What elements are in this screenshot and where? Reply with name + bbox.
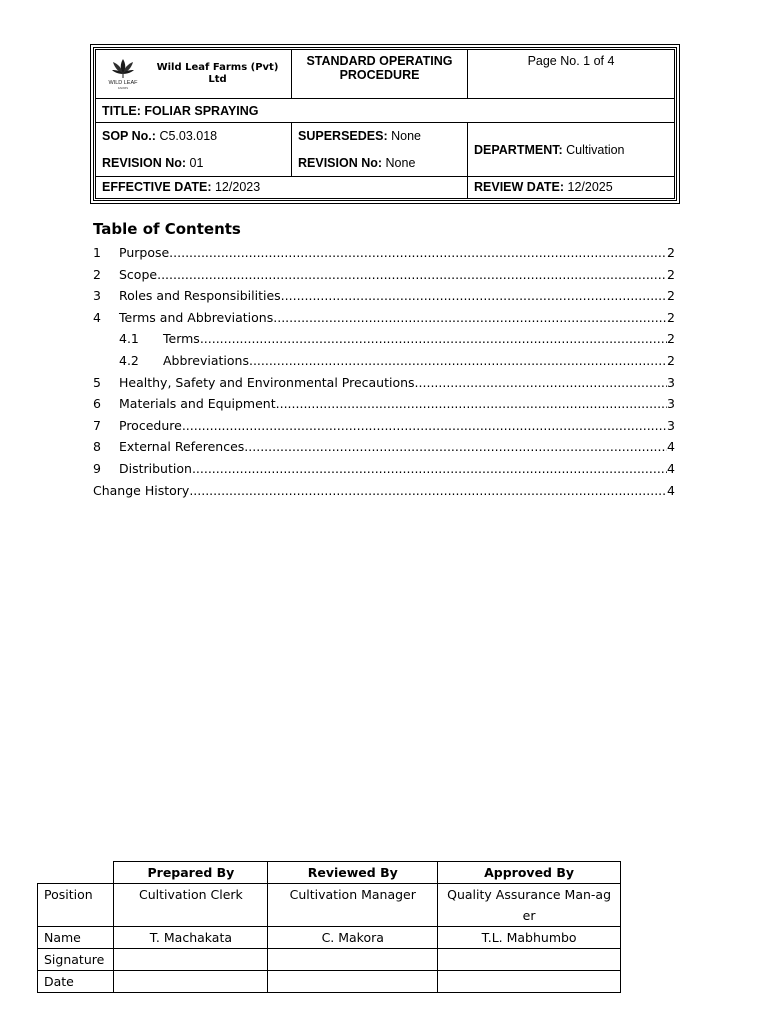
row-label: Name xyxy=(38,927,114,949)
doc-title: TITLE: FOLIAR SPRAYING xyxy=(96,98,675,122)
table-cell: T.L. Mabhumbo xyxy=(438,927,621,949)
table-cell: Cultivation Clerk xyxy=(114,884,268,927)
toc-entry[interactable]: 3 Roles and Responsibilities ..... 2 xyxy=(93,285,675,307)
svg-text:FARMS: FARMS xyxy=(117,85,129,90)
row-label: Date xyxy=(38,971,114,993)
toc-entry[interactable]: 2 Scope ..... 2 xyxy=(93,264,675,286)
toc-entry[interactable]: 6 Materials and Equipment ..... 3 xyxy=(93,393,675,415)
table-of-contents xyxy=(93,242,675,501)
toc-subentry[interactable]: 4.2 Abbreviations ..... 2 xyxy=(93,350,675,372)
company-cell xyxy=(96,50,292,99)
supersedes-cell: SUPERSEDES: None REVISION No: None xyxy=(292,123,468,176)
table-cell: T. Machakata xyxy=(114,927,268,949)
toc-entry[interactable]: 4 Terms and Abbreviations ..... 2 xyxy=(93,307,675,329)
review-date-cell: REVIEW DATE: 12/2025 xyxy=(468,176,675,198)
toc-entry[interactable]: 9 Distribution ..... 4 xyxy=(93,458,675,480)
toc-entry[interactable]: 8 External References ..... 4 xyxy=(93,436,675,458)
date-field[interactable] xyxy=(114,971,268,993)
toc-entry[interactable]: 7 Procedure ..... 3 xyxy=(93,415,675,437)
approval-table xyxy=(37,861,621,993)
toc-entry[interactable]: 5 Healthy, Safety and Environmental Precautions ..... 3 xyxy=(93,372,675,394)
department-value: Cultivation xyxy=(566,142,625,157)
superseded-revision: None xyxy=(385,156,416,170)
supersedes-value: None xyxy=(391,129,421,143)
department-cell: DEPARTMENT: Cultivation xyxy=(468,123,675,176)
approval-row-signature xyxy=(38,949,621,971)
row-label: Position xyxy=(38,884,114,927)
wild-leaf-logo-icon xyxy=(102,57,144,91)
approval-corner xyxy=(38,862,114,884)
revision-number: 01 xyxy=(189,156,204,170)
toc-entry[interactable]: 1 Purpose ..... 2 xyxy=(93,242,675,264)
date-field[interactable] xyxy=(438,971,621,993)
table-cell: C. Makora xyxy=(268,927,438,949)
prepared-by-header: Prepared By xyxy=(114,862,268,884)
svg-text:WILD LEAF: WILD LEAF xyxy=(108,79,138,86)
signature-field[interactable] xyxy=(268,949,438,971)
approval-row-name xyxy=(38,927,621,949)
sop-number: C5.03.018 xyxy=(159,129,218,143)
approval-row-position xyxy=(38,884,621,927)
approval-row-date xyxy=(38,971,621,993)
date-field[interactable] xyxy=(268,971,438,993)
sop-header-table xyxy=(95,49,675,199)
toc-title: Table of Contents xyxy=(93,220,241,238)
effective-date: 12/2023 xyxy=(214,180,261,195)
approved-by-header: Approved By xyxy=(438,862,621,884)
sop-number-cell: SOP No.: C5.03.018 REVISION No: 01 xyxy=(96,123,292,176)
reviewed-by-header: Reviewed By xyxy=(268,862,438,884)
row-label: Signature xyxy=(38,949,114,971)
effective-date-cell: EFFECTIVE DATE: 12/2023 xyxy=(96,176,468,198)
toc-entry-change-history[interactable]: Change History ..... 4 xyxy=(93,480,675,502)
toc-subentry[interactable]: 4.1 Terms ..... 2 xyxy=(93,328,675,350)
doc-type: STANDARD OPERATING PROCEDURE xyxy=(292,50,468,99)
company-name: Wild Leaf Farms (Pvt) Ltd xyxy=(156,61,279,85)
sop-header xyxy=(90,44,680,204)
review-date: 12/2025 xyxy=(567,180,613,195)
signature-field[interactable] xyxy=(438,949,621,971)
table-cell: Cultivation Manager xyxy=(268,884,438,927)
page-number: Page No. 1 of 4 xyxy=(468,50,675,99)
table-cell: Quality Assurance Man-ager xyxy=(438,884,621,927)
signature-field[interactable] xyxy=(114,949,268,971)
